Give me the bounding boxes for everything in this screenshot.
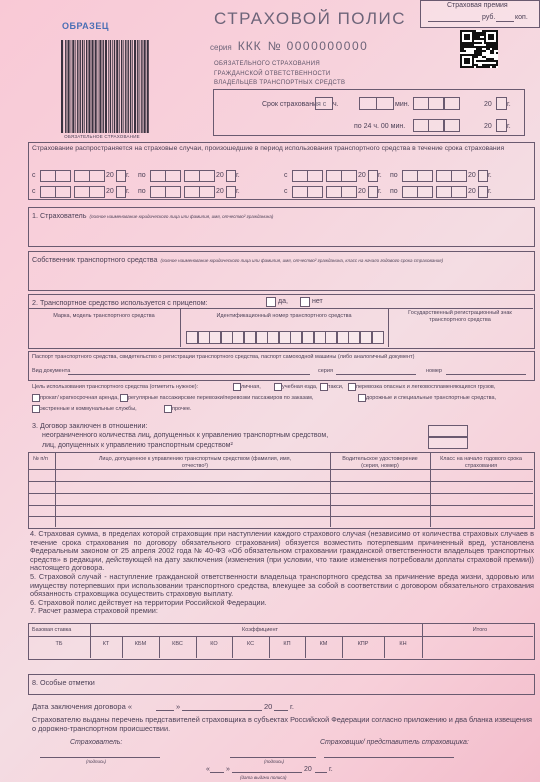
barcode-bar bbox=[114, 40, 115, 133]
issue-year-prefix: 20 bbox=[304, 766, 312, 773]
vin-cell[interactable] bbox=[221, 331, 233, 344]
coef-col-кбм: КБМ bbox=[134, 641, 147, 647]
barcode-bar bbox=[108, 40, 109, 133]
usage-emergency: экстренные и коммунальные службы, bbox=[40, 406, 137, 412]
issue-date-row: « bbox=[206, 766, 210, 773]
trailer-yes-label: да, bbox=[278, 298, 288, 305]
coverage-month-cell[interactable] bbox=[74, 186, 90, 198]
usage-checkbox-emergency[interactable] bbox=[32, 405, 40, 413]
col-reg-header: Государственный регистрационный знак транспортного средства bbox=[408, 310, 512, 323]
coverage-year-prefix: 20 bbox=[358, 188, 366, 195]
barcode-bar bbox=[72, 40, 74, 133]
coverage-to-day-cell[interactable] bbox=[150, 170, 166, 182]
coverage-to-day-cell[interactable] bbox=[417, 186, 433, 198]
owner-hint: (полное наименование юридического лица или фамилия, имя, отчество² гражданина, класс на начало годового срока страхования) bbox=[160, 258, 444, 263]
sign-date-mid: » bbox=[176, 702, 181, 711]
territory-text: 6. Страховой полис действует на территории Российской Федерации. bbox=[30, 597, 267, 607]
coverage-to-month-cell[interactable] bbox=[184, 170, 200, 182]
coverage-to-day-cell[interactable] bbox=[402, 170, 418, 182]
barcode-bar bbox=[77, 40, 78, 133]
barcode-bar bbox=[103, 40, 104, 133]
coverage-month-cell[interactable] bbox=[89, 170, 105, 182]
coverage-to-label: по bbox=[390, 188, 398, 195]
vin-cell[interactable] bbox=[267, 331, 279, 344]
coverage-from-label: с bbox=[32, 172, 36, 179]
notes-box bbox=[28, 674, 535, 695]
issue-date-mid: » bbox=[226, 766, 230, 773]
vin-cell[interactable] bbox=[360, 331, 372, 344]
barcode-bar bbox=[130, 40, 131, 133]
coverage-text: Страхование распространяется на страховые случаи, произошедшие в период использования транспортного средства в течение срока страхования bbox=[32, 145, 505, 152]
coverage-to-year-cell[interactable] bbox=[226, 186, 236, 198]
passport-series-label: серия bbox=[318, 368, 333, 374]
coverage-year-cell[interactable] bbox=[368, 170, 378, 182]
term-year-prefix: 20 bbox=[484, 101, 492, 108]
coef-col-км: КМ bbox=[319, 641, 328, 647]
passport-text: Паспорт транспортного средства, свидетельство о регистрации транспортного средства, паспорт самоходной машины (либо аналогичный документ) bbox=[32, 354, 415, 360]
term-to-label: по 24 ч. 00 мин. bbox=[354, 123, 406, 130]
coef-col-кн: КН bbox=[399, 641, 407, 647]
trailer-label: 2. Транспортное средство используется с прицепом: bbox=[32, 298, 208, 307]
issue-date-hint: (дата выдачи полиса) bbox=[240, 775, 287, 780]
coverage-to-month-cell[interactable] bbox=[451, 186, 467, 198]
barcode-bar bbox=[65, 40, 66, 133]
coverage-day-cell[interactable] bbox=[40, 170, 56, 182]
sign-year-suffix: г. bbox=[290, 702, 294, 711]
drivers-col-class: Класс на начало годового срока страхования bbox=[440, 456, 522, 469]
barcode-bar bbox=[82, 40, 83, 133]
trailer-no-checkbox[interactable] bbox=[300, 297, 310, 307]
barcode-bar bbox=[92, 40, 94, 133]
coverage-day-cell[interactable] bbox=[55, 186, 71, 198]
sign-year-prefix: 20 bbox=[264, 702, 273, 711]
coef-col-квс: КВС bbox=[172, 641, 183, 647]
barcode-bar bbox=[125, 40, 126, 133]
limited-drivers-checkbox[interactable] bbox=[428, 437, 468, 449]
trailer-yes-checkbox[interactable] bbox=[266, 297, 276, 307]
barcode-bar bbox=[110, 40, 111, 133]
coverage-year-suffix: г. bbox=[378, 172, 382, 179]
coverage-to-month-cell[interactable] bbox=[199, 170, 215, 182]
term-label: Срок страхования с bbox=[262, 101, 327, 108]
barcode-bar bbox=[105, 40, 107, 133]
coverage-to-year-prefix: 20 bbox=[216, 172, 224, 179]
coverage-to-day-cell[interactable] bbox=[150, 186, 166, 198]
coverage-to-year-suffix: г. bbox=[488, 172, 492, 179]
coverage-to-label: по bbox=[138, 172, 146, 179]
term-hour: ч. bbox=[333, 101, 339, 108]
term-year-suffix: г. bbox=[507, 101, 511, 108]
issue-year-suffix: г. bbox=[329, 766, 333, 773]
coverage-year-cell[interactable] bbox=[116, 186, 126, 198]
drivers-col-num: № п/п bbox=[33, 456, 48, 462]
drivers-col-person: Лицо, допущенное к управлению транспортным средством (фамилия, имя, отчество²) bbox=[98, 456, 292, 469]
limited-drivers-label: лиц, допущенных к управлению транспортным средством² bbox=[42, 442, 233, 449]
unlimited-drivers-checkbox[interactable] bbox=[428, 425, 468, 437]
coverage-to-month-cell[interactable] bbox=[184, 186, 200, 198]
issued-notice: Страхователю выданы перечень представителей страховщика в субъектах Российской Федерации согласно приложению и два бланка извещения о дорожно-транспортном происшествии. bbox=[32, 715, 532, 733]
term-to-year-prefix: 20 bbox=[484, 123, 492, 130]
drivers-col-license: Водительское удостоверение (серия, номер) bbox=[342, 456, 418, 469]
barcode-bar bbox=[68, 40, 70, 133]
coverage-to-month-cell[interactable] bbox=[436, 170, 452, 182]
coverage-from-label: с bbox=[284, 188, 288, 195]
usage-checkbox-taxi[interactable] bbox=[320, 383, 328, 391]
barcode-bar bbox=[119, 40, 120, 133]
insured-row bbox=[32, 211, 273, 220]
coverage-month-cell[interactable] bbox=[341, 170, 357, 182]
kop-label: коп. bbox=[515, 14, 528, 21]
coverage-to-year-suffix: г. bbox=[236, 188, 240, 195]
term-to-year-suffix: г. bbox=[507, 123, 511, 130]
usage-other: прочее. bbox=[172, 406, 192, 412]
barcode-bar bbox=[140, 40, 141, 133]
coverage-to-month-cell[interactable] bbox=[199, 186, 215, 198]
usage-checkbox-dangerous[interactable] bbox=[348, 383, 356, 391]
barcode-bar bbox=[80, 40, 81, 133]
barcode-bar bbox=[134, 40, 136, 133]
coverage-to-day-cell[interactable] bbox=[402, 186, 418, 198]
sum-insured-text: 4. Страховая сумма, в пределах которой страховщик при наступлении каждого страхового случая (независимо от количества страховых случаев в течение срока страхования по договору обязательного страхования) обязуется возместить потерпевшим причиненный вред, установлена Федеральным законом от 25 апреля 2002 года № 40-ФЗ «Об обязательном страховании гражданской ответственности владельцев транспортных средств» в редакции, действующей на дату заключения (изменения (при условии, что такие изменения потребовали доплаты страховой премии)) настоящего договора. bbox=[30, 529, 534, 573]
coverage-from-label: с bbox=[284, 172, 288, 179]
insured-hint: (полное наименование юридического лица или фамилия, имя, отчество² гражданина) bbox=[89, 214, 274, 219]
barcode-bar bbox=[88, 40, 90, 133]
barcode-caption: ОБЯЗАТЕЛЬНОЕ СТРАХОВАНИЕ bbox=[64, 134, 140, 139]
coverage-month-cell[interactable] bbox=[341, 186, 357, 198]
barcode-bar bbox=[95, 40, 97, 133]
barcode-bar bbox=[144, 40, 146, 133]
coef-col-тб: ТБ bbox=[55, 641, 63, 647]
subtitle-line-2: ГРАЖДАНСКОЙ ОТВЕТСТВЕННОСТИ bbox=[214, 70, 331, 77]
usage-passenger: регулярные пассажирские перевозки/перевозки пассажиров по заказам, bbox=[128, 395, 314, 401]
usage-checkbox-rent[interactable] bbox=[32, 394, 40, 402]
usage-checkbox-personal[interactable] bbox=[233, 383, 241, 391]
coverage-month-cell[interactable] bbox=[89, 186, 105, 198]
trailer-no-label: нет bbox=[312, 298, 323, 305]
coverage-year-suffix: г. bbox=[378, 188, 382, 195]
passport-number-label: номер bbox=[426, 368, 442, 374]
usage-checkbox-other[interactable] bbox=[164, 405, 172, 413]
barcode-bar bbox=[71, 40, 72, 133]
policy-title: СТРАХОВОЙ ПОЛИС bbox=[214, 9, 406, 28]
coef-col-кпр: КПР bbox=[357, 641, 369, 647]
barcode-bar bbox=[75, 40, 76, 133]
series-label: серия bbox=[210, 43, 232, 52]
subtitle-line-1: ОБЯЗАТЕЛЬНОГО СТРАХОВАНИЯ bbox=[214, 61, 320, 67]
insured-sign-label: Страхователь: bbox=[70, 739, 123, 746]
coverage-to-year-cell[interactable] bbox=[226, 170, 236, 182]
coef-label: Коэффициент bbox=[241, 627, 279, 633]
coverage-day-cell[interactable] bbox=[40, 186, 56, 198]
insured-event-text: 5. Страховой случай - наступление гражданской ответственности владельца транспортного средства за причинение вреда жизни, здоровью или имуществу потерпевших при использовании транспортного средства, влекущее за собой в соответствии с договором обязательного страхования обязанность страховщика осуществить страховую выплату. bbox=[30, 571, 534, 599]
barcode-bar bbox=[112, 40, 113, 133]
vin-cell[interactable] bbox=[314, 331, 326, 344]
barcode-bar bbox=[141, 40, 142, 133]
vin-cell[interactable] bbox=[325, 331, 337, 344]
insured-label: 1. Страхователь bbox=[32, 211, 87, 220]
number-sign: № bbox=[267, 39, 281, 53]
barcode-bar bbox=[84, 40, 85, 133]
coverage-year-prefix: 20 bbox=[106, 188, 114, 195]
usage-taxi: такси, bbox=[328, 384, 344, 390]
unlimited-drivers-label: неограниченного количества лиц, допущенных к управлению транспортным средством, bbox=[42, 432, 329, 439]
coverage-to-day-cell[interactable] bbox=[165, 170, 181, 182]
barcode-bar bbox=[128, 40, 129, 133]
usage-section bbox=[28, 384, 533, 418]
usage-special: дорожные и специальные транспортные средства, bbox=[366, 395, 497, 401]
coef-col-кс: КС bbox=[246, 641, 255, 647]
coverage-to-year-cell[interactable] bbox=[478, 170, 488, 182]
coverage-year-suffix: г. bbox=[126, 172, 130, 179]
coverage-year-suffix: г. bbox=[126, 188, 130, 195]
usage-checkbox-training[interactable] bbox=[274, 383, 282, 391]
vin-cell[interactable] bbox=[209, 331, 221, 344]
coverage-day-cell[interactable] bbox=[292, 186, 308, 198]
coverage-to-day-cell[interactable] bbox=[165, 186, 181, 198]
barcode-bar bbox=[116, 40, 118, 133]
coverage-to-year-suffix: г. bbox=[236, 172, 240, 179]
vin-cell[interactable] bbox=[256, 331, 268, 344]
coef-col-кп: КП bbox=[283, 641, 291, 647]
subtitle-line-3: ВЛАДЕЛЬЦЕВ ТРАНСПОРТНЫХ СРЕДСТВ bbox=[214, 80, 346, 86]
rub-label: руб. bbox=[482, 14, 496, 21]
sample-stamp: ОБРАЗЕЦ bbox=[62, 21, 109, 31]
coverage-month-cell[interactable] bbox=[326, 186, 342, 198]
qr-code bbox=[460, 30, 498, 68]
vin-cell[interactable] bbox=[198, 331, 210, 344]
notes-label: 8. Особые отметки bbox=[32, 678, 95, 687]
insured-sign-hint: (подпись) bbox=[86, 759, 107, 764]
coverage-year-cell[interactable] bbox=[116, 170, 126, 182]
series-number-row bbox=[210, 39, 368, 53]
vin-cell[interactable] bbox=[290, 331, 302, 344]
term-min: мин. bbox=[395, 101, 410, 108]
coverage-to-label: по bbox=[138, 188, 146, 195]
vin-cell[interactable] bbox=[279, 331, 291, 344]
barcode-bar bbox=[137, 40, 138, 133]
barcode-bar bbox=[123, 40, 124, 133]
coef-col-ко: КО bbox=[210, 641, 218, 647]
coverage-to-year-prefix: 20 bbox=[468, 188, 476, 195]
usage-label: Цель использования транспортного средства (отметить нужное): bbox=[32, 384, 199, 390]
coverage-to-year-prefix: 20 bbox=[468, 172, 476, 179]
policy-subtitle bbox=[214, 60, 345, 89]
doc-type-label: Вид документа bbox=[32, 368, 71, 374]
insurer-sign-label: Страховщик/ представитель страховщика: bbox=[320, 739, 469, 746]
vin-cell[interactable] bbox=[244, 331, 256, 344]
barcode-bar bbox=[98, 40, 99, 133]
coef-total-label: Итого bbox=[472, 627, 488, 633]
coverage-to-year-prefix: 20 bbox=[216, 188, 224, 195]
owner-row bbox=[32, 255, 443, 264]
barcode-bar bbox=[121, 40, 122, 133]
coverage-year-cell[interactable] bbox=[368, 186, 378, 198]
coef-col-кт: КТ bbox=[102, 641, 110, 647]
sign-date-label: Дата заключения договора « bbox=[32, 702, 133, 711]
barcode-bar bbox=[132, 40, 133, 133]
coverage-day-cell[interactable] bbox=[55, 170, 71, 182]
vin-cell[interactable] bbox=[186, 331, 198, 344]
coverage-to-month-cell[interactable] bbox=[451, 170, 467, 182]
vin-cell[interactable] bbox=[337, 331, 349, 344]
terms-text bbox=[30, 530, 534, 616]
vin-cell[interactable] bbox=[372, 331, 384, 344]
barcode-bar bbox=[61, 40, 63, 133]
vin-cell[interactable] bbox=[302, 331, 314, 344]
coverage-month-cell[interactable] bbox=[74, 170, 90, 182]
coverage-month-cell[interactable] bbox=[326, 170, 342, 182]
coverage-to-year-cell[interactable] bbox=[478, 186, 488, 198]
barcode bbox=[30, 40, 150, 133]
barcode-bar bbox=[99, 40, 101, 133]
premium-calc-label: 7. Расчет размера страховой премии: bbox=[30, 606, 158, 616]
series-value: ККК bbox=[237, 39, 262, 53]
coverage-day-cell[interactable] bbox=[292, 170, 308, 182]
barcode-bar bbox=[86, 40, 87, 133]
owner-label: Собственник транспортного средства bbox=[32, 255, 158, 264]
coverage-to-year-suffix: г. bbox=[488, 188, 492, 195]
coverage-to-month-cell[interactable] bbox=[436, 186, 452, 198]
coverage-year-prefix: 20 bbox=[106, 172, 114, 179]
usage-personal: личная, bbox=[241, 384, 261, 390]
coverage-year-prefix: 20 bbox=[358, 172, 366, 179]
col-model-header: Марка, модель транспортного средства bbox=[53, 313, 155, 319]
coverage-to-day-cell[interactable] bbox=[417, 170, 433, 182]
insurer-sign-hint: (подпись) bbox=[264, 759, 285, 764]
vin-cell[interactable] bbox=[232, 331, 244, 344]
barcode-bar bbox=[147, 40, 149, 133]
usage-checkbox-passenger[interactable] bbox=[120, 394, 128, 402]
coverage-to-label: по bbox=[390, 172, 398, 179]
policy-number: 0000000000 bbox=[286, 39, 369, 53]
coverage-day-cell[interactable] bbox=[307, 186, 323, 198]
coef-base-label: Базовая ставка bbox=[32, 627, 72, 633]
drivers-label: 3. Договор заключен в отношении: bbox=[32, 421, 148, 430]
usage-checkbox-special[interactable] bbox=[358, 394, 366, 402]
usage-dangerous: перевозка опасных и легковоспламеняющихся грузов, bbox=[356, 384, 496, 390]
col-vin-header: Идентификационный номер транспортного средства bbox=[216, 313, 352, 319]
coverage-day-cell[interactable] bbox=[307, 170, 323, 182]
vin-cell[interactable] bbox=[348, 331, 360, 344]
usage-training: учебная езда, bbox=[282, 384, 318, 390]
coverage-from-label: с bbox=[32, 188, 36, 195]
usage-rent: прокат/ краткосрочная аренда, bbox=[40, 395, 119, 401]
premium-label: Страховая премия bbox=[447, 2, 508, 9]
